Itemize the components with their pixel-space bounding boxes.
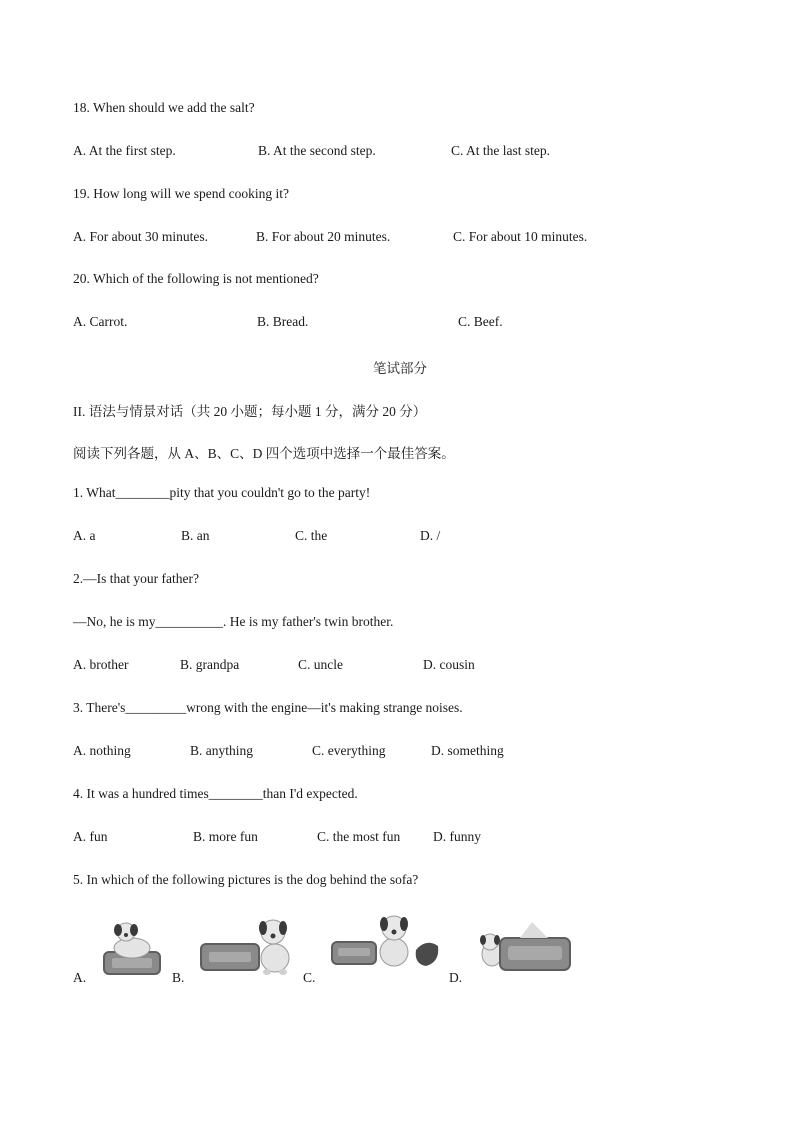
q18-stem: 18. When should we add the salt? (73, 100, 255, 115)
g1-option-c: C. the (295, 528, 328, 543)
g3-option-a: A. nothing (73, 743, 131, 758)
q20-option-c: C. Beef. (458, 314, 503, 329)
g4-option-a: A. fun (73, 829, 108, 844)
q19-option-b: B. For about 20 minutes. (256, 229, 391, 244)
q18-option-c: C. At the last step. (451, 143, 550, 158)
q19-option-a: A. For about 30 minutes. (73, 229, 208, 244)
g1-option-b: B. an (181, 528, 210, 543)
g1-option-a: A. a (73, 528, 96, 543)
g4-option-b: B. more fun (193, 829, 258, 844)
picture-a-dog-on-sofa (100, 918, 164, 978)
g5-option-b: B. (172, 970, 185, 985)
g1-option-d: D. / (420, 528, 441, 543)
g5-option-a: A. (73, 970, 87, 985)
g3-stem: 3. There's_________wrong with the engine—it's making strange noises. (73, 700, 463, 715)
g4-option-c: C. the most fun (317, 829, 401, 844)
section-instruction: 阅读下列各题，从 A、B、C、D 四个选项中选择一个最佳答案。 (73, 446, 455, 461)
g3-option-d: D. something (431, 743, 504, 758)
g2-stem: 2.—Is that your father? (73, 571, 199, 586)
g1-stem: 1. What________pity that you couldn't go to the party! (73, 485, 371, 500)
picture-d-dog-behind-sofa (476, 912, 576, 978)
g2-option-d: D. cousin (423, 657, 475, 672)
g2-option-b: B. grandpa (180, 657, 240, 672)
g5-option-c: C. (303, 970, 316, 985)
g4-stem: 4. It was a hundred times________than I'd expected. (73, 786, 358, 801)
picture-b-dog-beside-sofa (197, 912, 303, 978)
g5-stem: 5. In which of the following pictures is the dog behind the sofa? (73, 872, 419, 887)
g2-option-a: A. brother (73, 657, 129, 672)
g3-option-c: C. everything (312, 743, 386, 758)
g3-option-b: B. anything (190, 743, 253, 758)
g4-option-d: D. funny (433, 829, 481, 844)
section-title: 笔试部分 (373, 361, 427, 376)
picture-c-dog-between-sofa-and-cushion (330, 910, 442, 976)
g2-stem-reply: —No, he is my__________. He is my father's twin brother. (73, 614, 394, 629)
q20-option-b: B. Bread. (257, 314, 309, 329)
g2-option-c: C. uncle (298, 657, 343, 672)
q20-stem: 20. Which of the following is not mentioned? (73, 271, 319, 286)
section-heading: II. 语法与情景对话（共 20 小题；每小题 1 分，满分 20 分） (73, 404, 427, 419)
q19-option-c: C. For about 10 minutes. (453, 229, 588, 244)
g5-option-d: D. (449, 970, 463, 985)
q20-option-a: A. Carrot. (73, 314, 128, 329)
q18-option-b: B. At the second step. (258, 143, 376, 158)
q19-stem: 19. How long will we spend cooking it? (73, 186, 289, 201)
q18-option-a: A. At the first step. (73, 143, 176, 158)
